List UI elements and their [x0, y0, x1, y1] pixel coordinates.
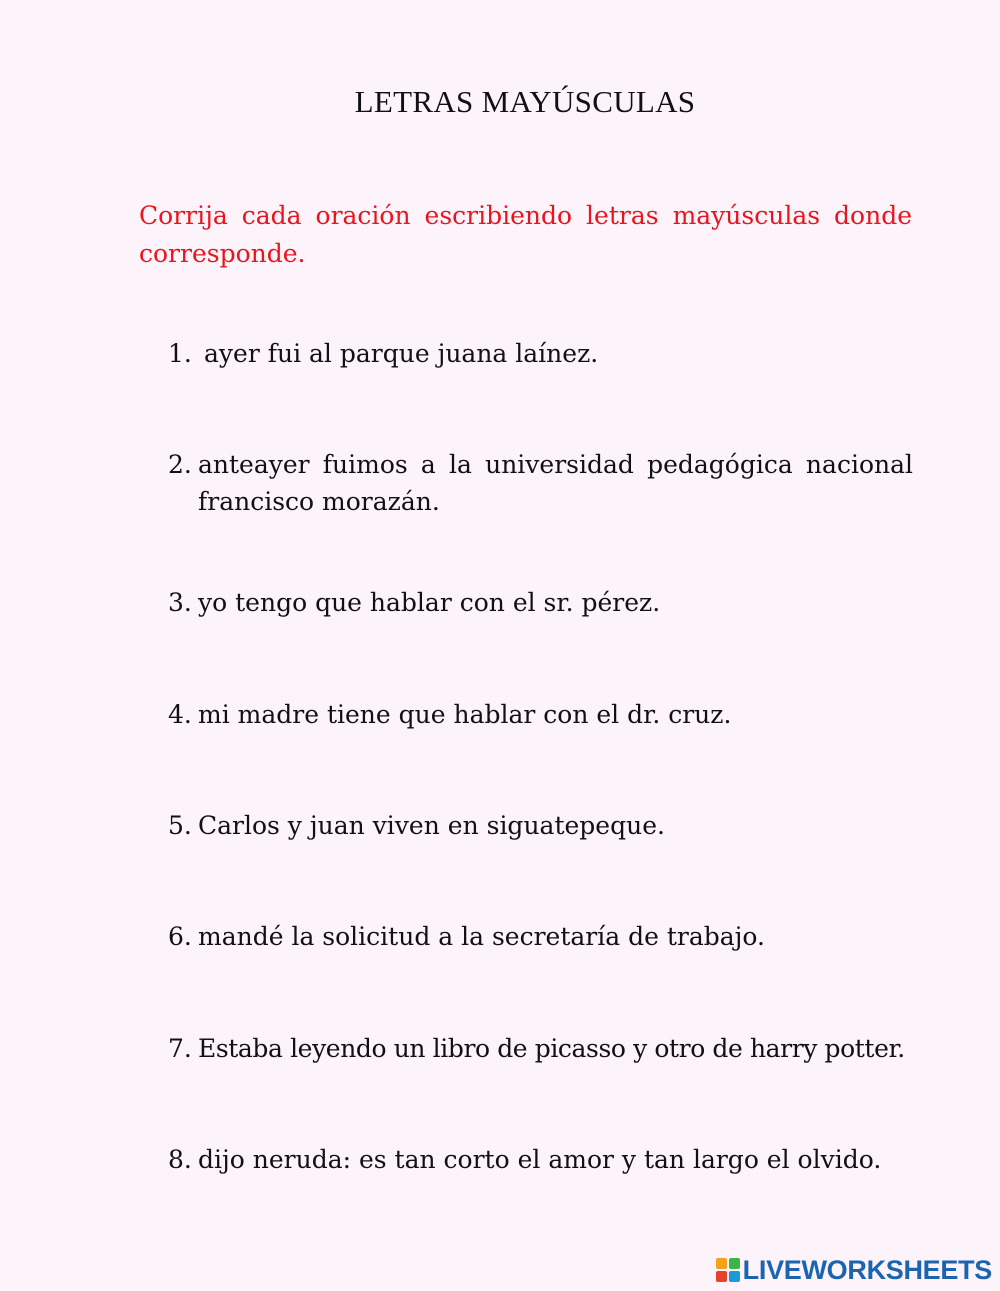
item-number: 1. [168, 339, 192, 368]
item-number: 8. [168, 1145, 192, 1174]
logo-mark-icon [716, 1258, 740, 1282]
item-number: 3. [168, 588, 192, 617]
liveworksheets-logo [716, 1255, 992, 1285]
item-text: yo tengo que hablar con el sr. pérez. [198, 588, 661, 617]
item-number: 2. [168, 450, 192, 479]
logo-tile-icon [729, 1271, 740, 1282]
list-item [168, 584, 913, 621]
instruction-text: Corrija cada oración escribiendo letras mayúsculas donde corresponde. [139, 201, 912, 268]
list-item [168, 807, 913, 844]
page-title: LETRAS MAYÚSCULAS [354, 84, 696, 119]
item-number: 4. [168, 700, 192, 729]
item-number: 7. [168, 1034, 192, 1063]
logo-tile-icon [716, 1271, 727, 1282]
list-item [168, 335, 913, 372]
item-text: mi madre tiene que hablar con el dr. cruz. [198, 700, 732, 729]
logo-tile-icon [729, 1258, 740, 1269]
list-item [168, 696, 913, 733]
item-text: mandé la solicitud a la secretaría de trabajo. [198, 922, 765, 951]
item-text: dijo neruda: es tan corto el amor y tan largo el olvido. [198, 1145, 882, 1174]
list-item [168, 1030, 913, 1067]
item-text: Estaba leyendo un libro de picasso y otro de harry potter. [198, 1034, 905, 1063]
item-text: anteayer fuimos a la universidad pedagógica nacional francisco morazán. [198, 450, 913, 516]
list-item [168, 1141, 913, 1178]
logo-text: LIVEWORKSHEETS [742, 1254, 992, 1285]
item-number: 5. [168, 811, 192, 840]
list-item [168, 918, 913, 955]
item-number: 6. [168, 922, 192, 951]
item-text: ayer fui al parque juana laínez. [204, 339, 599, 368]
item-text: Carlos y juan viven en siguatepeque. [198, 811, 665, 840]
list-item [168, 446, 913, 520]
logo-tile-icon [716, 1258, 727, 1269]
